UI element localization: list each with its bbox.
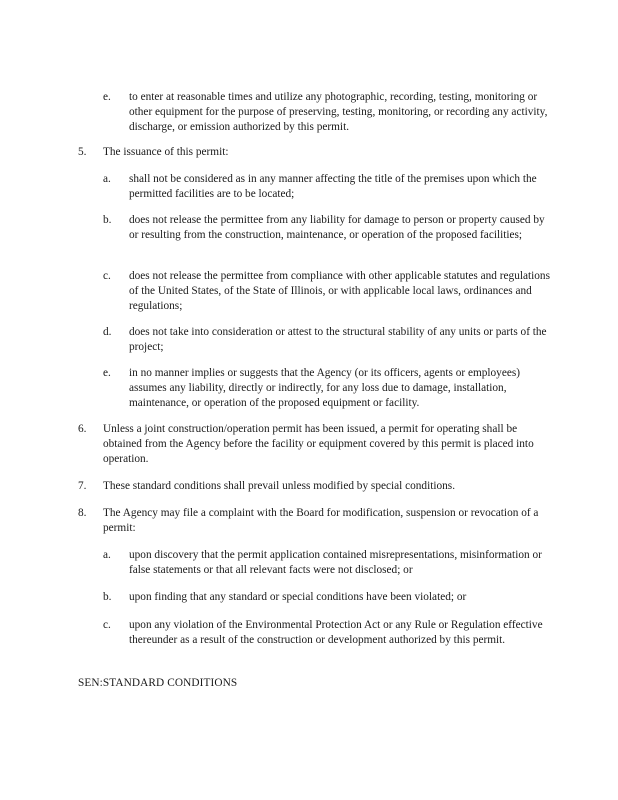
item-text: Unless a joint construction/operation permit has been issued, a permit for operating shall be obtained from the Agency before the facility or equipment covered by this permit is placed into operation.	[103, 423, 534, 465]
item-text: upon finding that any standard or special conditions have been violated; or	[129, 591, 467, 603]
item-text: The issuance of this permit:	[103, 146, 229, 158]
item-marker: b.	[103, 591, 112, 603]
item-marker: d.	[103, 326, 112, 338]
item-marker: e.	[103, 91, 111, 103]
document-footer: SEN:STANDARD CONDITIONS	[78, 677, 238, 689]
item-marker: 5.	[78, 146, 87, 158]
item-marker: a.	[103, 173, 111, 185]
item-text: does not take into consideration or attest to the structural stability of any units or parts of the project;	[129, 326, 547, 353]
item-marker: c.	[103, 270, 111, 282]
item-text: upon any violation of the Environmental Protection Act or any Rule or Regulation effective thereunder as a result of the construction or development authorized by this permit.	[129, 619, 543, 646]
item-text: does not release the permittee from compliance with other applicable statutes and regulations of the United States, of the State of Illinois, or with applicable local laws, ordinances and regulations;	[129, 270, 550, 312]
item-marker: e.	[103, 367, 111, 379]
item-marker: c.	[103, 619, 111, 631]
item-text: The Agency may file a complaint with the Board for modification, suspension or revocation of a permit:	[103, 507, 539, 534]
item-marker: a.	[103, 549, 111, 561]
item-text: shall not be considered as in any manner affecting the title of the premises upon which the permitted facilities are to be located;	[129, 173, 537, 200]
item-text: upon discovery that the permit application contained misrepresentations, misinformation or false statements or that all relevant facts were not disclosed; or	[129, 549, 542, 576]
item-marker: 8.	[78, 507, 87, 519]
item-marker: 6.	[78, 423, 87, 435]
item-text: to enter at reasonable times and utilize any photographic, recording, testing, monitoring or other equipment for the purpose of preserving, testing, monitoring, or recording any activity, discharge, or emission authorized by this permit.	[129, 91, 548, 133]
item-text: These standard conditions shall prevail unless modified by special conditions.	[103, 480, 456, 492]
item-marker: 7.	[78, 480, 87, 492]
item-text: in no manner implies or suggests that the Agency (or its officers, agents or employees) assumes any liability, directly or indirectly, for any loss due to damage, installation, maintenance, or operation of the proposed equipment or facility.	[129, 367, 521, 409]
item-text: does not release the permittee from any liability for damage to person or property caused by or resulting from the construction, maintenance, or operation of the proposed facilities;	[129, 214, 545, 241]
item-marker: b.	[103, 214, 112, 226]
